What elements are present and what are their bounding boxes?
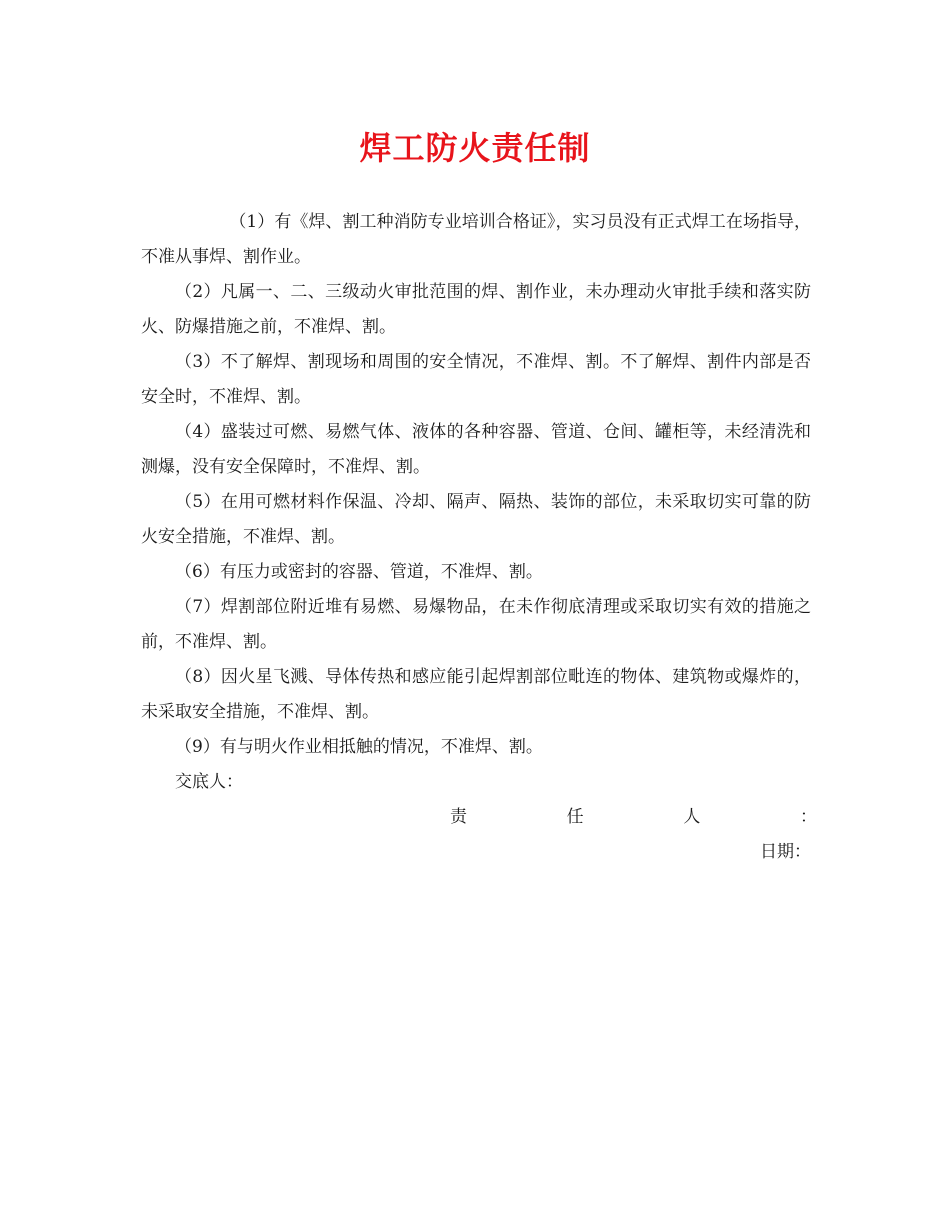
rule-paragraph-9: （9）有与明火作业相抵触的情况，不准焊、割。 bbox=[175, 737, 543, 757]
responsible-char-2: 任 bbox=[566, 807, 584, 827]
document-title: 焊工防火责任制 bbox=[359, 129, 591, 167]
rule-paragraph-7: （7）焊割部位附近堆有易燃、易爆物品，在未作彻底清理或采取切实有效的措施之前，不准焊、割。 bbox=[141, 597, 811, 652]
rule-paragraph-3: （3）不了解焊、割现场和周围的安全情况，不准焊、割。不了解焊、割件内部是否安全时，不准焊、割。 bbox=[141, 352, 811, 407]
rule-paragraph-6: （6）有压力或密封的容器、管道，不准焊、割。 bbox=[175, 562, 543, 582]
rule-paragraph-4: （4）盛装过可燃、易燃气体、液体的各种容器、管道、仓间、罐柜等，未经清洗和测爆，没有安全保障时，不准焊、割。 bbox=[141, 422, 811, 477]
rule-paragraph-5: （5）在用可燃材料作保温、冷却、隔声、隔热、装饰的部位，未采取切实可靠的防火安全措施，不准焊、割。 bbox=[141, 492, 811, 547]
rule-paragraph-8: （8）因火星飞溅、导体传热和感应能引起焊割部位毗连的物体、建筑物或爆炸的，未采取安全措施，不准焊、割。 bbox=[141, 667, 811, 722]
rule-paragraph-1: （1）有《焊、割工种消防专业培训合格证》，实习员没有正式焊工在场指导，不准从事焊、割作业。 bbox=[141, 212, 811, 267]
responsible-char-1: 责 bbox=[450, 807, 467, 827]
rule-paragraph-2: （2）凡属一、二、三级动火审批范围的焊、割作业，未办理动火审批手续和落实防火、防爆措施之前，不准焊、割。 bbox=[141, 282, 811, 337]
handover-label: 交底人： bbox=[175, 772, 243, 792]
responsible-char-3: 人 bbox=[683, 807, 701, 827]
document-body bbox=[141, 205, 817, 870]
responsible-person-line bbox=[141, 800, 817, 835]
date-label: 日期： bbox=[760, 842, 811, 862]
responsible-colon: ： bbox=[799, 807, 817, 827]
